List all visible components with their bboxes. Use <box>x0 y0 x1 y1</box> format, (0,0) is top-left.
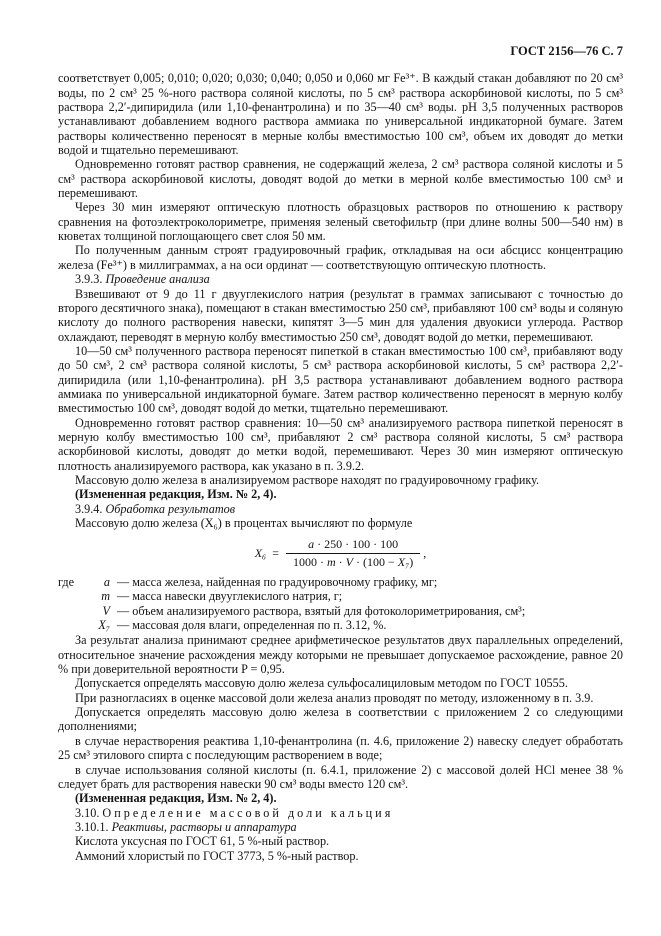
paragraph: Одновременно готовят раствор сравнения: 10—50 см³ анализируемого раствора пипеткой переносят в мерную колбу вместимостью 100 см³, прибавляют 2 см³ раствора соляной кислоты, 5 см³ раствора аскорбиновой кислоты, доводят до метки водой, перемешивают. Через 30 мин измеряют оптическую плотность анализируемого раствора, как указано в п. 3.9.2. <box>58 415 623 473</box>
formula-fraction <box>286 537 420 569</box>
paragraph: Одновременно готовят раствор сравнения, не содержащий железа, 2 см³ раствора соляной кислоты и 5 см³ раствора аскорбиновой кислоты, доводят водой до метки в мерной колбе вместимостью 100 см³ и перемешивают. <box>58 157 623 201</box>
section-number: 3.10. <box>75 805 100 820</box>
formula-equals: = <box>272 546 279 561</box>
variable-description: — объем анализируемого раствора, взятый для фотоколориметрирования, см³; <box>117 603 526 618</box>
formula-var-x7: X₇ <box>397 554 410 569</box>
variable-definition-row <box>58 589 623 603</box>
section-title: Проведение анализа <box>105 272 210 287</box>
variable-definition-row <box>58 575 623 589</box>
variable-description: — масса навески двууглекислого натрия, г; <box>117 589 343 604</box>
formula-den-close: ) <box>409 554 414 569</box>
where-lead: где <box>58 575 75 590</box>
formula-var-m: m <box>327 554 336 569</box>
variable-definitions <box>58 575 623 632</box>
amendment-note: (Измененная редакция, Изм. № 2, 4). <box>75 791 277 806</box>
formula-denominator <box>286 554 420 569</box>
variable-symbol: X₇ <box>98 618 110 633</box>
formula-den-const: 1000 · <box>293 554 327 569</box>
paragraph: За результат анализа принимают среднее арифметическое результатов двух параллельных определений, относительное значение расхождения между которыми не превышает допускаемое расхождение, равное 20 % при доверительной вероятности P = 0,95. <box>58 633 623 677</box>
section-heading-3-9-4 <box>58 502 623 516</box>
section-number: 3.9.3. <box>75 272 103 287</box>
formula-lhs: X₆ <box>254 546 267 561</box>
section-number: 3.9.4. <box>75 501 103 516</box>
page-header <box>58 44 623 58</box>
formula <box>58 537 623 569</box>
variable-symbol: V <box>102 603 110 618</box>
where-lead <box>58 589 88 603</box>
paragraph: Массовую долю железа (X₆) в процентах вычисляют по формуле <box>75 516 413 530</box>
formula-den-dot: · <box>335 554 346 569</box>
paragraph: Допускается определять массовую долю железа в соответствии с приложением 2 со следующими дополнениями; <box>58 705 623 734</box>
amendment-note: (Измененная редакция, Изм. № 2, 4). <box>75 487 277 502</box>
where-lead <box>58 618 88 632</box>
paragraph: в случае нерастворения реактива 1,10-фенантролина (п. 4.6, приложение 2) навеску следует обработать 25 см³ этилового спирта с последующим растворением в воде; <box>58 733 623 763</box>
document-content <box>58 71 623 863</box>
paragraph: Через 30 мин измеряют оптическую плотность образцовых растворов по отношению к раствору сравнения на фотоэлектроколориметре, применяя зеленый светофильтр (при длине волны 500—540 нм) в кюветах толщиной поглощающего свет слоя 50 мм. <box>58 200 623 244</box>
gost-reference: ГОСТ 2156—76 С. 7 <box>510 44 623 58</box>
paragraph: 10—50 см³ полученного раствора переносят пипеткой в стакан вместимостью 100 см³, прибавляют воду до 50 см³, 2 см³ раствора соляной кислоты, 5 см³ раствора аскорбиновой кислоты, 5 см³ раствора 2,2′-дипиридила (или 1,10-фенантролина). рН 3,5 раствора устанавливают добавлением водного раствора аммиака по универсальной индикаторной бумаге. Затем раствор количественно переносят в мерную колбу вместимостью 100 см³, доводят водой до метки, тщательно перемешивают. <box>58 343 623 416</box>
variable-definition-row <box>58 618 623 632</box>
paragraph: По полученным данным строят градуировочный график, откладывая на оси абсцисс концентрацию железа (Fe³⁺) в миллиграммах, а на оси ординат — соответствующую оптическую плотность. <box>58 243 623 272</box>
section-heading-3-10-1 <box>58 820 623 834</box>
formula-den-paren: · (100 − <box>353 554 398 569</box>
variable-symbol: m <box>101 589 110 604</box>
section-title: Определение массовой доли кальция <box>102 805 394 820</box>
where-lead <box>58 604 88 618</box>
paragraph: в случае использования соляной кислоты (п. 6.4.1, приложение 2) с массовой долей HCl менее 38 % следует брать для растворения навески 90 см³ воды вместо 120 см³. <box>58 762 623 791</box>
section-heading-3-9-3 <box>58 272 623 286</box>
section-title: Обработка результатов <box>105 501 236 516</box>
variable-definition-row <box>58 604 623 618</box>
variable-description: — масса железа, найденная по градуировочному графику, мг; <box>117 575 438 590</box>
section-heading-3-10 <box>58 806 623 820</box>
paragraph: Аммоний хлористый по ГОСТ 3773, 5 %-ный раствор. <box>75 848 359 863</box>
variable-description: — массовая доля влаги, определенная по п. 3.12, %. <box>117 618 387 633</box>
formula-var-a: a <box>308 537 315 552</box>
continuation-paragraph: соответствует 0,005; 0,010; 0,020; 0,030; 0,040; 0,050 и 0,060 мг Fe³⁺. В каждый стакан добавляют по 20 см³ воды, по 2 см³ 25 %-ного раствора соляной кислоты, по 5 см³ раствора аскорбиновой кислоты, по 5 см³ раствора 2,2′-дипиридила (или 1,10-фенантролина) и по 35—40 см³ воды. рН 3,5 полученных растворов устанавливают добавлением водного раствора аммиака по универсальной индикаторной бумаге. Затем растворы количественно переносят в мерные колбы вместимостью 100 см³, объем их доводят до метки водой и тщательно перемешивают. <box>58 71 623 158</box>
paragraph: Взвешивают от 9 до 11 г двууглекислого натрия (результат в граммах записывают с точностью до второго десятичного знака), помещают в стакан вместимостью 250 см³, прибавляют 100 см³ воды и соляную кислоту до полного растворения навески, кипятят 3—5 мин для удаления двуокиси углерода. Раствор охлаждают, переводят в мерную колбу вместимостью 250 см³, доводят водой до метки, перемешивают. <box>58 286 623 344</box>
formula-numerator <box>286 537 420 553</box>
paragraph: Массовую долю железа в анализируемом растворе находят по градуировочному графику. <box>75 472 540 487</box>
formula-numerator-rest: · 250 · 100 · 100 <box>314 537 399 552</box>
section-number: 3.10.1. <box>75 819 109 834</box>
paragraph: Кислота уксусная по ГОСТ 61, 5 %-ный раствор. <box>75 834 330 849</box>
section-title: Реактивы, растворы и аппаратура <box>111 819 297 834</box>
variable-symbol: a <box>103 575 110 590</box>
paragraph: При разногласиях в оценке массовой доли железа анализ проводят по методу, изложенному в п. 3.9. <box>75 690 594 705</box>
formula-trailing-comma: , <box>423 546 427 561</box>
formula-var-v: V <box>345 554 354 569</box>
paragraph: Допускается определять массовую долю железа сульфосалициловым методом по ГОСТ 10555. <box>75 676 568 691</box>
